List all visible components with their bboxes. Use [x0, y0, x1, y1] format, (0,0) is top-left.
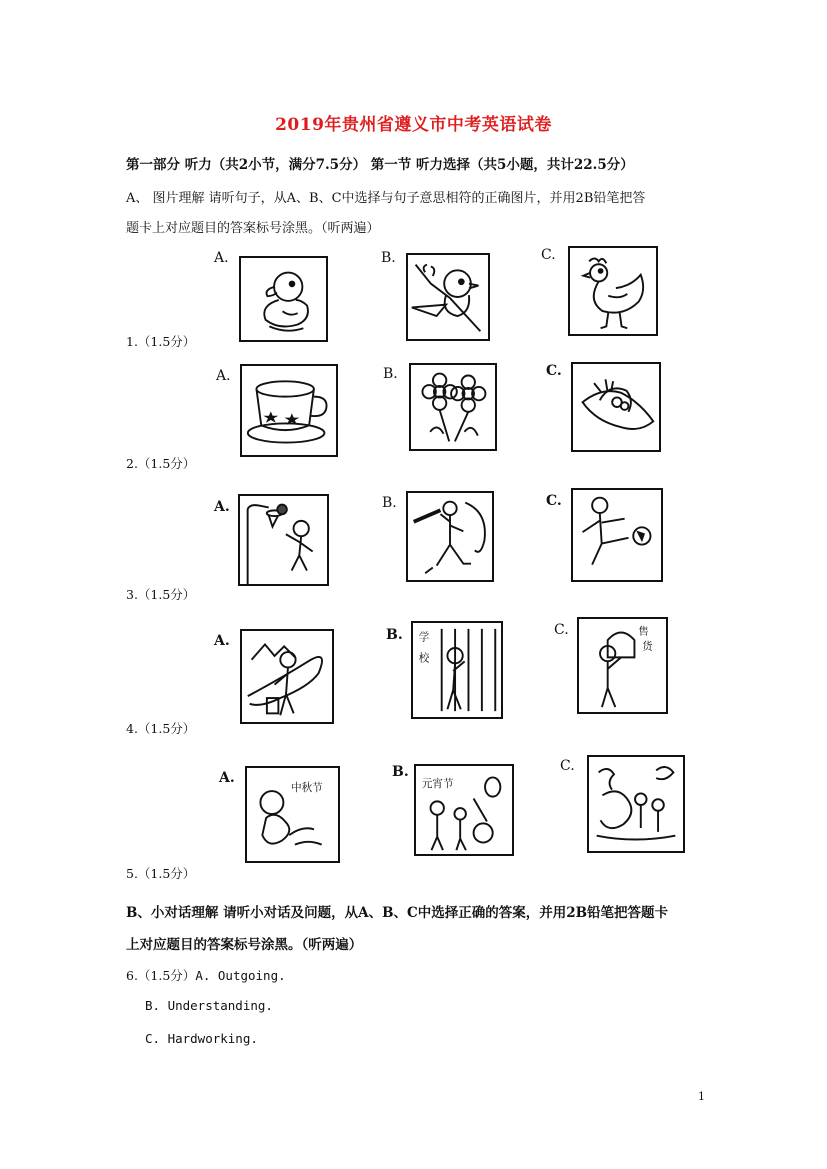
flowers-icon[interactable]: [409, 363, 497, 451]
section-a-instruction-line2: 题卡上对应题目的答案标号涂黑。（听两遍）: [126, 221, 380, 236]
q6-option-c[interactable]: C. Hardworking.: [145, 1031, 258, 1046]
q3-option-a-label: A.: [214, 499, 230, 515]
hiker-icon[interactable]: [240, 629, 334, 724]
hen-icon[interactable]: [568, 246, 658, 336]
q3-number: 3.（1.5分）: [126, 587, 196, 602]
boy-at-school-icon[interactable]: [411, 621, 503, 719]
school-sign-text-2: 校: [418, 652, 430, 665]
bird-on-branch-icon[interactable]: [406, 253, 490, 341]
section-b-instruction-line2: 上对应题目的答案标号涂黑。（听两遍）: [126, 937, 363, 953]
q3-option-c-label: C.: [546, 493, 562, 509]
q2-option-c-label: C.: [546, 363, 562, 379]
q4-option-a-label: A.: [214, 633, 230, 649]
q2-option-b-label: B.: [383, 366, 398, 382]
q1-option-a-label: A.: [214, 250, 229, 266]
part1-header: 第一部分 听力（共2小节，满分7.5分） 第一节 听力选择（共5小题，共计22.5分）: [126, 157, 634, 173]
mid-autumn-text: 中秋节: [291, 782, 323, 795]
lantern-festival-icon[interactable]: [414, 764, 514, 856]
q2-option-a-label: A.: [216, 368, 231, 384]
shop-sign-text-2: 货: [642, 640, 653, 653]
school-sign-text-1: 学: [418, 631, 430, 644]
shop-sign-text-1: 售: [638, 625, 649, 638]
page-title: 2019年贵州省遵义市中考英语试卷: [275, 115, 552, 135]
q2-number: 2.（1.5分）: [126, 456, 196, 471]
basketball-player-icon[interactable]: [238, 494, 329, 586]
section-a-instruction-line1: A、 图片理解 请听句子，从A、B、C中选择与句子意思相符的正确图片，并用2B铅笔把答: [126, 191, 646, 206]
q6-option-a[interactable]: A. Outgoing.: [195, 968, 286, 983]
q5-option-c-label: C.: [560, 758, 575, 774]
q5-number: 5.（1.5分）: [126, 866, 196, 881]
q5-option-b-label: B.: [392, 764, 409, 780]
boy-at-shop-icon[interactable]: [577, 617, 668, 714]
section-b-instruction-line1: B、小对话理解 请听小对话及问题，从A、B、C中选择正确的答案，并用2B铅笔把答题卡: [126, 905, 669, 921]
q6-option-b[interactable]: B. Understanding.: [145, 998, 273, 1013]
q1-option-c-label: C.: [541, 247, 556, 263]
q6-line: [126, 965, 286, 984]
q3-option-b-label: B.: [382, 495, 397, 511]
baseball-player-icon[interactable]: [406, 491, 494, 582]
cup-icon[interactable]: [240, 364, 338, 457]
mid-autumn-icon[interactable]: [245, 766, 340, 863]
q1-number: 1.（1.5分）: [126, 334, 196, 349]
q1-option-b-label: B.: [381, 250, 396, 266]
q5-option-a-label: A.: [219, 770, 235, 786]
page-number: 1: [698, 1090, 705, 1103]
lantern-festival-text: 元宵节: [421, 778, 454, 791]
q4-option-c-label: C.: [554, 622, 569, 638]
duck-icon[interactable]: [239, 256, 328, 342]
hat-icon[interactable]: [571, 362, 661, 452]
soccer-player-icon[interactable]: [571, 488, 663, 582]
q4-number: 4.（1.5分）: [126, 721, 196, 736]
q6-number: 6.（1.5分）: [126, 968, 196, 983]
q4-option-b-label: B.: [386, 627, 403, 643]
dragon-boat-icon[interactable]: [587, 755, 685, 853]
